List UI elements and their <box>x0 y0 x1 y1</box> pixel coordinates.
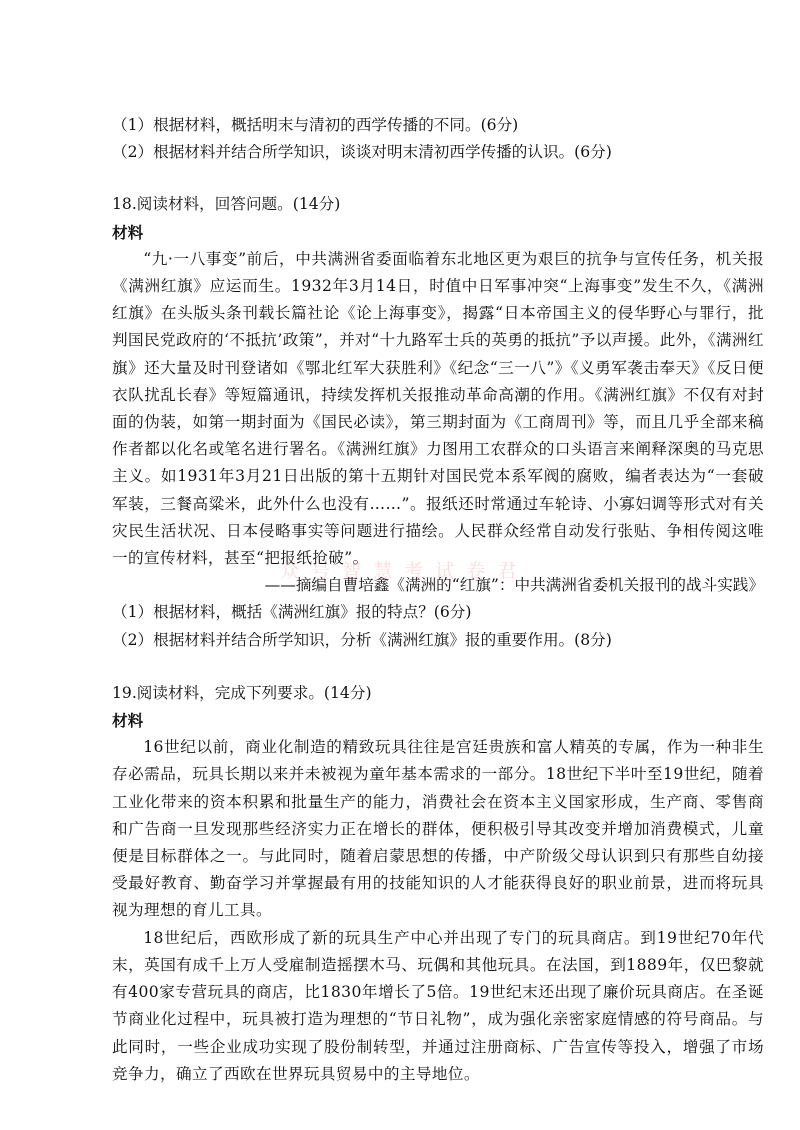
q18-material-paragraph: “九·一八事变”前后，中共满洲省委面临着东北地区更为艰巨的抗争与宣传任务，机关报《满洲红旗》应运而生。1932年3月14日，时值中日军事冲突“上海事变”发生不久，《满洲红旗》在头版头条刊载长篇社论《论上海事变》，揭露“日本帝国主义的侵华野心与罪行，批判国民党政府的‘不抵抗’政策”，并对“十九路军士兵的英勇的抵抗”予以声援。此外，《满洲红旗》还大量及时刊登诸如《鄂北红军大获胜利》《纪念“三一八”》《义勇军袭击奉天》《反日便衣队扰乱长春》等短篇通讯，持续发挥机关报推动革命高潮的作用。《满洲红旗》不仅有对封面的伪装，如第一期封面为《国民必读》，第三期封面为《工商周刊》等，而且几乎全部来稿作者都以化名或笔名进行署名。《满洲红旗》力图用工农群众的口头语言来阐释深奥的马克思主义。如1931年3月21日出版的第十五期针对国民党本系军阀的腐败，编者表达为“一套破军装，三餐高粱米，此外什么也没有……”。报纸还时常通过车轮诗、小寡妇调等形式对有关灾民生活状况、日本侵略事实等问题进行描绘。人民群众经常自动发行张贴、争相传阅这唯一的宣传材料，甚至“把报纸抢破”。 <box>112 249 764 568</box>
q19-material-paragraph-1: 16世纪以前，商业化制造的精致玩具往往是宫廷贵族和富人精英的专属，作为一种非生存必需品，玩具长期以来并未被视为童年基本需求的一部分。18世纪下半叶至19世纪，随着工业化带来的资本积累和批量生产的能力，消费社会在资本主义国家形成，生产商、零售商和广告商一旦发现那些经济实力正在增长的群体，便积极引导其改变并增加消费模式，儿童便是目标群体之一。与此同时，随着启蒙思想的传播，中产阶级父母认识到只有那些自幼接受最好教育、勤奋学习并掌握最有用的技能知识的人才能获得良好的职业前景，进而将玩具视为理想的育儿工具。 <box>112 738 764 920</box>
q18-subquestion-1: （1）根据材料，概括《满洲红旗》报的特点？(6分) <box>112 603 472 622</box>
q18-material-label: 材料 <box>112 222 144 242</box>
q19-material-paragraph-2: 18世纪后，西欧形成了新的玩具生产中心并出现了专门的玩具商店。到19世纪70年代末，英国有成千上万人受雇制造摇摆木马、玩偶和其他玩具。在法国，到1889年，仅巴黎就有400家专营玩具的商店，比1830年增长了5倍。19世纪末还出现了廉价玩具商店。在圣诞节商业化过程中，玩具被打造为理想的“节日礼物”，成为强化亲密家庭情感的符号商品。与此同时，一些企业成功实现了股份制转型，并通过注册商标、广告宣传等投入，增强了市场竞争力，确立了西欧在世界玩具贸易中的主导地位。 <box>112 928 764 1083</box>
q18-heading: 18.阅读材料，回答问题。(14分) <box>112 195 341 214</box>
spacer <box>112 654 764 680</box>
watermark: 众 号 智 慧 考 试 卷 君 <box>280 560 520 582</box>
q18-source-citation: ——摘编自曹培鑫《满洲的“红旗”：中共满洲省委机关报刊的战斗实践》 <box>264 576 764 595</box>
q17-subquestion-2: （2）根据材料并结合所学知识，谈谈对明末清初西学传播的认识。(6分) <box>112 143 612 162</box>
q17-subquestion-1: （1）根据材料，概括明末与清初的西学传播的不同。(6分) <box>112 116 519 134</box>
spacer <box>112 166 764 191</box>
q19-material-label: 材料 <box>112 711 144 731</box>
exam-page <box>112 112 764 1088</box>
q18-subquestion-2: （2）根据材料并结合所学知识，分析《满洲红旗》报的重要作用。(8分) <box>112 630 612 649</box>
q19-heading: 19.阅读材料，完成下列要求。(14分) <box>112 683 372 702</box>
